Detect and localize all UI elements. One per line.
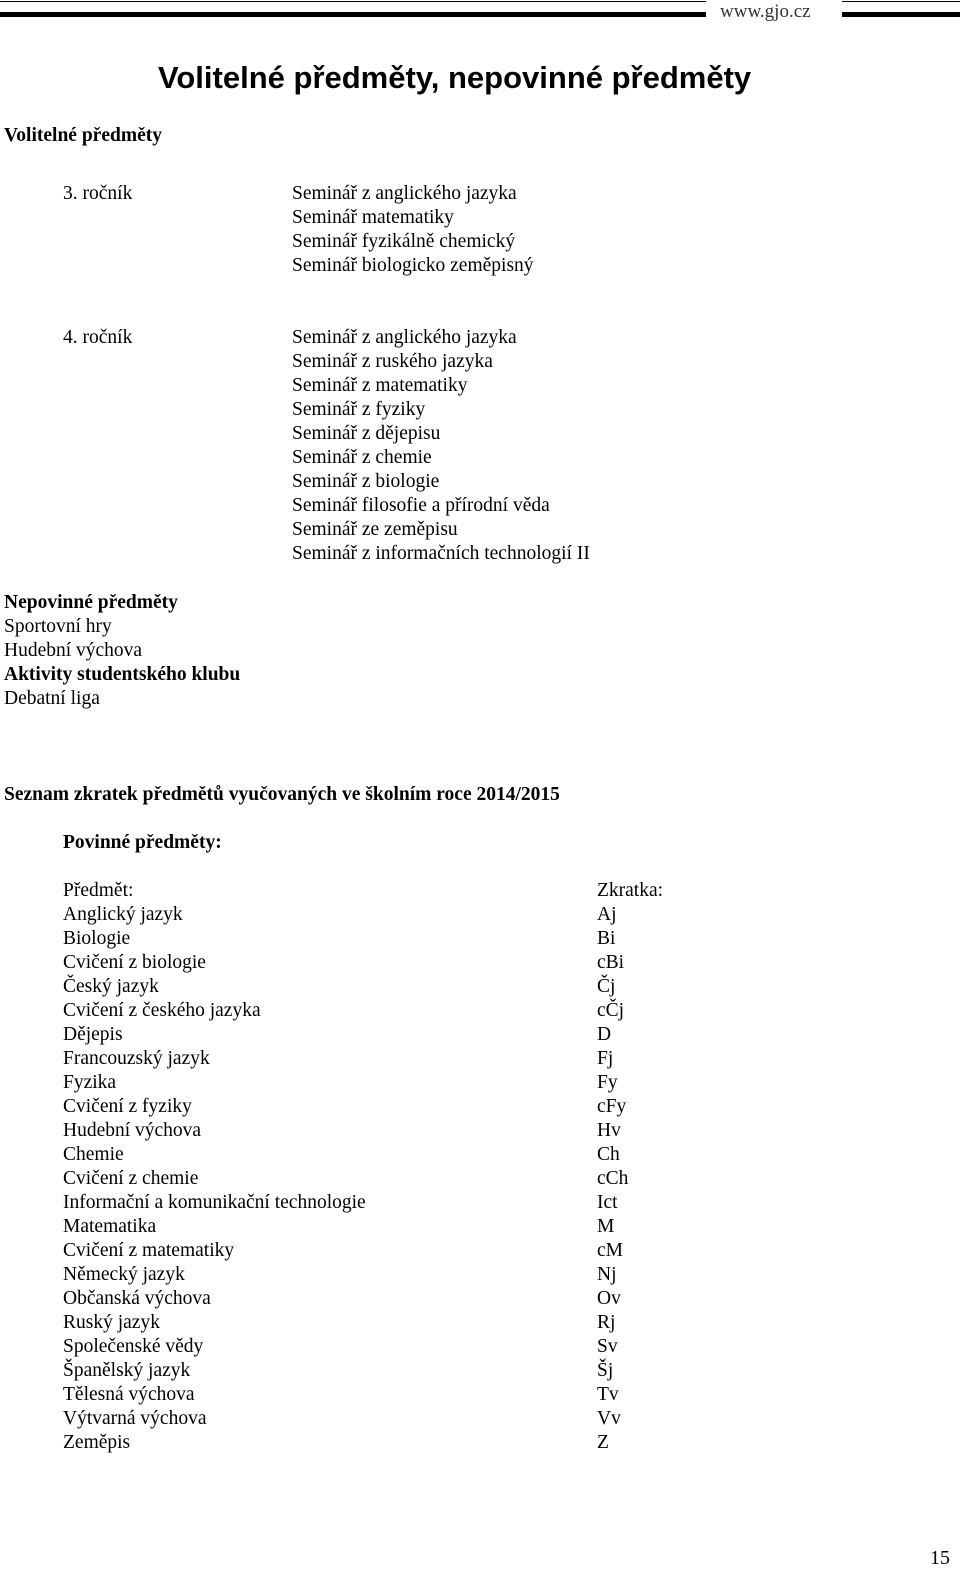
subject-name: Tělesná výchova — [63, 1384, 195, 1405]
subject-abbreviation: cCh — [597, 1168, 629, 1189]
subject-column-header: Předmět: — [63, 880, 134, 901]
abbreviation-column — [597, 879, 663, 1455]
year-4-label: 4. ročník — [63, 327, 133, 348]
subject-name: Dějepis — [63, 1024, 123, 1045]
optional-heading: Nepovinné předměty — [4, 592, 178, 613]
subject-abbreviation: Bi — [597, 928, 616, 949]
subject-name: Německý jazyk — [63, 1264, 185, 1285]
seminar-item: Seminář filosofie a přírodní věda — [292, 495, 550, 516]
subject-abbreviation: cM — [597, 1240, 623, 1261]
abbreviations-heading: Seznam zkratek předmětů vyučovaných ve školním roce 2014/2015 — [4, 784, 560, 805]
subject-name: Španělský jazyk — [63, 1360, 191, 1381]
seminar-item: Seminář matematiky — [292, 207, 454, 228]
subject-name: Občanská výchova — [63, 1288, 211, 1309]
subject-abbreviation: cČj — [597, 1000, 625, 1021]
subject-name: Informační a komunikační technologie — [63, 1192, 366, 1213]
seminar-item: Seminář z anglického jazyka — [292, 183, 517, 204]
subject-abbreviation: Fy — [597, 1072, 618, 1093]
header-rule-top-right — [842, 1, 960, 2]
subject-abbreviation: Aj — [597, 904, 617, 925]
subject-abbreviation: Nj — [597, 1264, 617, 1285]
subject-abbreviation: Hv — [597, 1120, 621, 1141]
subject-name: Fyzika — [63, 1072, 117, 1093]
subject-name: Matematika — [63, 1216, 157, 1237]
subject-name: Výtvarná výchova — [63, 1408, 207, 1429]
optional-item: Sportovní hry — [4, 616, 112, 637]
subject-abbreviation: Ch — [597, 1144, 620, 1165]
subject-abbreviation: cBi — [597, 952, 625, 973]
seminar-item: Seminář fyzikálně chemický — [292, 231, 516, 252]
subject-name: Zeměpis — [63, 1432, 131, 1453]
subject-name: Ruský jazyk — [63, 1312, 160, 1333]
subject-name: Cvičení z fyziky — [63, 1096, 192, 1117]
subject-abbreviation: Z — [597, 1432, 609, 1453]
subject-name: Cvičení z českého jazyka — [63, 1000, 261, 1021]
header-rule-top-left — [0, 1, 706, 2]
header-rule-bottom-left — [0, 12, 706, 17]
optional-item: Hudební výchova — [4, 640, 143, 661]
optional-item: Debatní liga — [4, 688, 100, 709]
year-4-seminar-list — [292, 326, 590, 566]
year-3-label: 3. ročník — [63, 183, 133, 204]
optional-item: Aktivity studentského klubu — [4, 664, 241, 685]
subject-abbreviation: Čj — [597, 976, 616, 997]
seminar-item: Seminář z biologie — [292, 471, 440, 492]
subject-name: Anglický jazyk — [63, 904, 183, 925]
subject-abbreviation: Šj — [597, 1360, 614, 1381]
seminar-item: Seminář biologicko zeměpisný — [292, 255, 534, 276]
subject-abbreviation: Rj — [597, 1312, 616, 1333]
subject-abbreviation: Fj — [597, 1048, 614, 1069]
seminar-item: Seminář z dějepisu — [292, 423, 441, 444]
subject-name: Společenské vědy — [63, 1336, 204, 1357]
subject-name: Cvičení z matematiky — [63, 1240, 235, 1261]
header-rule-bottom-right — [842, 12, 960, 17]
subject-abbreviation: Ict — [597, 1192, 618, 1213]
subject-abbreviation: Sv — [597, 1336, 618, 1357]
subject-abbreviation: Vv — [597, 1408, 621, 1429]
header-site-link[interactable]: www.gjo.cz — [720, 1, 811, 22]
subject-name: Hudební výchova — [63, 1120, 202, 1141]
subject-name: Francouzský jazyk — [63, 1048, 210, 1069]
year-3-seminar-list — [292, 182, 534, 278]
subject-name: Biologie — [63, 928, 131, 949]
subject-name: Cvičení z biologie — [63, 952, 206, 973]
page-title: Volitelné předměty, nepovinné předměty — [158, 60, 752, 95]
seminar-item: Seminář z fyziky — [292, 399, 426, 420]
seminar-item: Seminář z chemie — [292, 447, 432, 468]
mandatory-heading: Povinné předměty: — [63, 832, 222, 853]
subject-abbreviation: M — [597, 1216, 615, 1237]
subject-abbreviation: cFy — [597, 1096, 627, 1117]
page-number: 15 — [930, 1547, 950, 1569]
optional-subjects-section — [4, 591, 240, 711]
subject-name: Chemie — [63, 1144, 124, 1165]
seminar-item: Seminář z ruského jazyka — [292, 351, 493, 372]
subject-name: Český jazyk — [63, 976, 159, 997]
seminar-item: Seminář ze zeměpisu — [292, 519, 458, 540]
seminar-item: Seminář z matematiky — [292, 375, 468, 396]
subject-abbreviation: D — [597, 1024, 612, 1045]
subject-abbreviation: Ov — [597, 1288, 621, 1309]
abbreviation-column-header: Zkratka: — [597, 880, 664, 901]
subject-column — [63, 879, 366, 1455]
subject-abbreviation: Tv — [597, 1384, 619, 1405]
seminar-item: Seminář z anglického jazyka — [292, 327, 517, 348]
subject-name: Cvičení z chemie — [63, 1168, 199, 1189]
seminar-item: Seminář z informačních technologií II — [292, 543, 590, 564]
elective-heading: Volitelné předměty — [4, 125, 162, 146]
